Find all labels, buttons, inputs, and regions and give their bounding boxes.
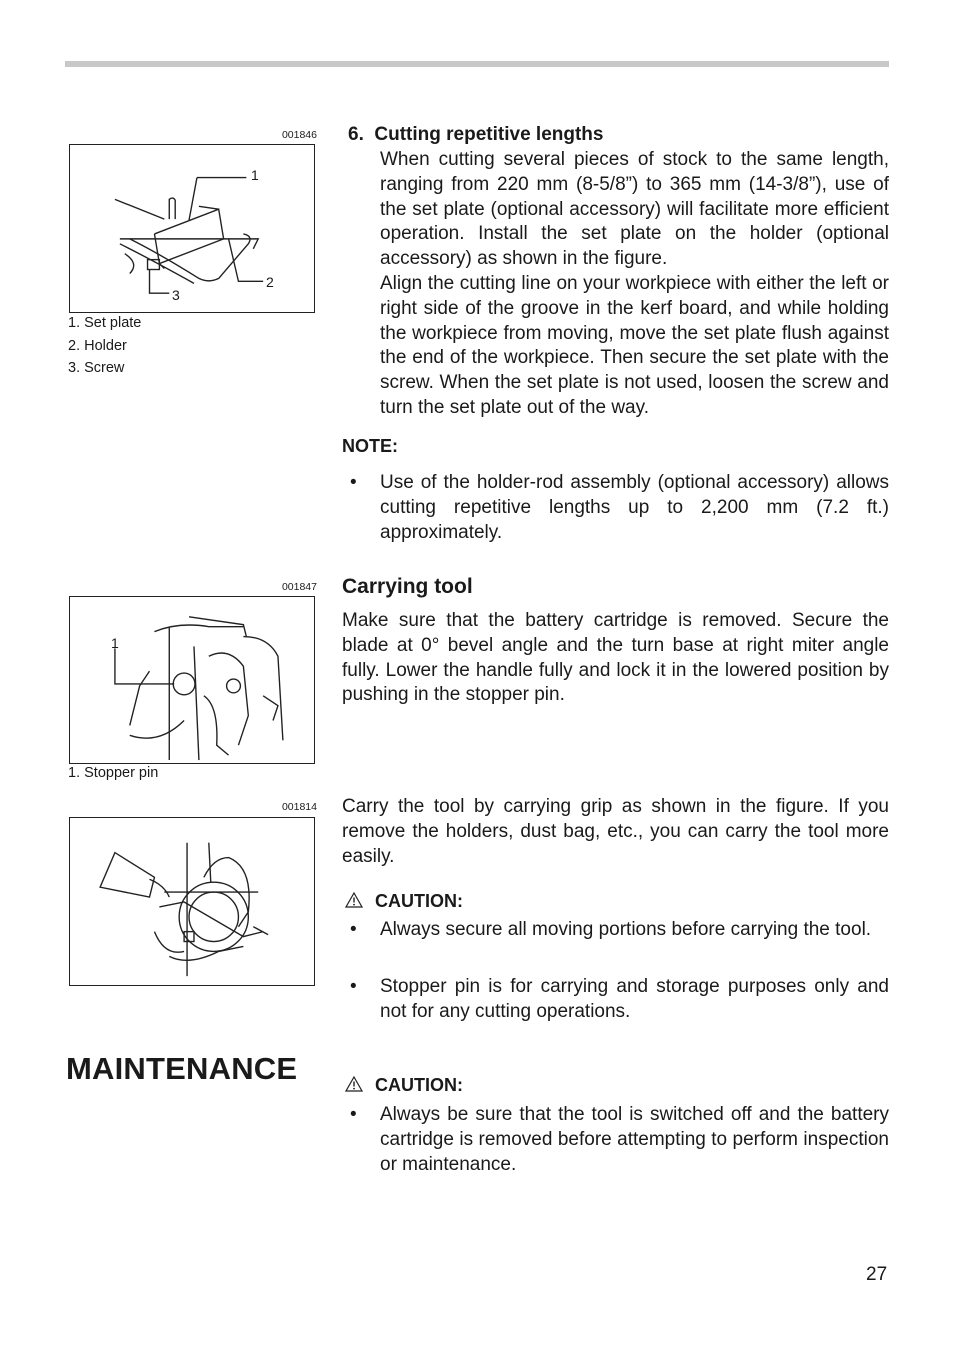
note-label: NOTE:	[342, 436, 398, 456]
bullet-mark: •	[350, 472, 357, 493]
note-bullet	[342, 471, 889, 546]
callout-1: 1	[111, 635, 119, 651]
callout-1: 1	[251, 167, 259, 183]
stopper-pin-illustration	[70, 597, 314, 763]
caution-bullet	[342, 1103, 889, 1179]
set-plate-illustration	[70, 145, 314, 312]
bullet-text: Always be sure that the tool is switched off and the battery cartridge is removed before attempting to perform inspection or maintenance.	[380, 1104, 889, 1175]
header-rule	[65, 61, 889, 67]
caution-heading	[345, 1075, 463, 1096]
carrying-paragraph: Carry the tool by carrying grip as shown in the figure. If you remove the holders, dust bag, etc., you can carry the tool more easily.	[342, 796, 889, 867]
figure-code: 001814	[281, 801, 317, 813]
figure-stopper-pin	[69, 596, 315, 764]
carrying-paragraph: Make sure that the battery cartridge is removed. Secure the blade at 0° bevel angle and the turn base at right miter angle fully. Lower the handle fully and lock it in the lowered position by pushing in the stopper pin.	[342, 610, 889, 706]
legend-item: 1. Stopper pin	[68, 765, 159, 781]
bullet-mark: •	[350, 976, 357, 997]
bullet-text: Use of the holder-rod assembly (optional accessory) allows cutting repetitive lengths up to 2,200 mm (7.2 ft.) approximately.	[380, 472, 889, 543]
bullet-mark: •	[350, 919, 357, 940]
carrying-tool-illustration	[70, 818, 314, 985]
caution-bullet	[342, 918, 889, 970]
bullet-text: Always secure all moving portions before carrying the tool.	[380, 919, 872, 940]
figure-code: 001847	[281, 581, 317, 593]
figure-set-plate	[69, 144, 315, 313]
bullet-mark: •	[350, 1104, 357, 1125]
legend-item: 1. Set plate	[68, 315, 142, 331]
step-heading: 6. Cutting repetitive lengths	[348, 124, 604, 145]
bullet-text: Stopper pin is for carrying and storage purposes only and not for any cutting operations.	[380, 976, 889, 1022]
caution-bullet	[342, 975, 889, 1027]
figure-code: 001846	[281, 129, 317, 141]
caution-heading	[345, 891, 463, 912]
callout-3: 3	[172, 287, 180, 303]
caution-label: CAUTION:	[375, 891, 463, 911]
maintenance-title: MAINTENANCE	[66, 1051, 298, 1086]
figure-legend	[68, 312, 141, 380]
step-paragraph: Align the cutting line on your workpiece with either the left or right side of the groove in the kerf board, and while holding the workpiece from moving, move the set plate flush against the end of the workpiece. Then secure the set plate with the screw. When the set plate is not used, loosen the screw and turn the set plate out of the way.	[380, 273, 889, 418]
figure-carrying	[69, 817, 315, 986]
figure-legend	[68, 762, 158, 785]
caution-label: CAUTION:	[375, 1075, 463, 1095]
warning-triangle-icon	[345, 1076, 363, 1092]
section-title: Carrying tool	[342, 575, 473, 598]
page-number: 27	[866, 1264, 888, 1285]
step-paragraph: When cutting several pieces of stock to the same length, ranging from 220 mm (8-5/8”) to 365 mm (14-3/8”), use of the set plate (optional accessory) will facilitate more efficient operation. Install the set plate on the holder (optional accessory) as shown in the figure.	[380, 149, 889, 270]
warning-triangle-icon	[345, 892, 363, 908]
callout-2: 2	[266, 274, 274, 290]
legend-item: 2. Holder	[68, 337, 127, 354]
legend-item: 3. Screw	[68, 360, 125, 376]
